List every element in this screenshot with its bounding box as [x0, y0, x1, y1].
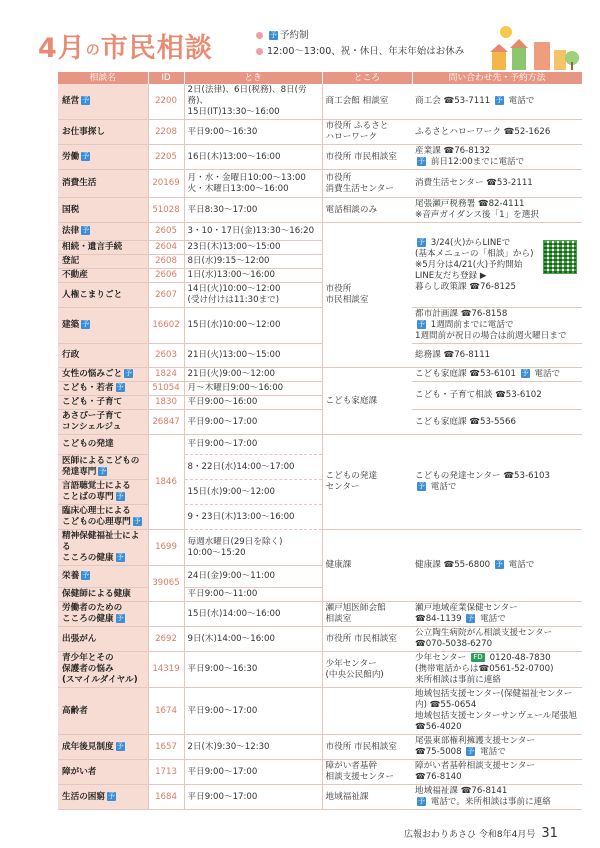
table-row — [58, 652, 582, 688]
reservation-badge-icon: 予 — [495, 560, 503, 568]
consultation-name: あさぴー子育て コンシェルジュ — [58, 410, 148, 435]
reservation-badge-icon: 予 — [418, 157, 425, 165]
cell-line: センター — [325, 482, 360, 492]
consultation-name: 建築 予 — [58, 308, 148, 344]
bullet-icon — [256, 32, 263, 39]
cell-line: 市民相談室 — [325, 295, 369, 305]
consultation-name: 医師によるこどもの 発達専門 予 — [58, 455, 148, 480]
bullet-icon — [256, 48, 263, 55]
consultation-time — [184, 283, 322, 308]
consultation-name: 成年後見制度 予 — [58, 735, 148, 760]
consultation-time — [184, 480, 322, 505]
cell-line: 産業課 ☎76-8132 — [415, 146, 491, 156]
consultation-place — [322, 735, 412, 760]
col-header-id: ID — [148, 72, 184, 84]
consultation-name: こども・子育て — [58, 396, 148, 410]
consultation-time — [184, 308, 322, 344]
consultation-name: こどもの発達 — [58, 435, 148, 455]
cell-line: 15日(水)9:00～12:00 — [187, 486, 275, 497]
consultation-id: 2205 — [148, 145, 184, 170]
reservation-badge-icon: 予 — [82, 320, 90, 328]
consultation-contact — [412, 382, 582, 410]
consultation-place — [322, 145, 412, 170]
cell-line: ふるさとハローワーク ☎52-1626 — [415, 126, 551, 137]
cell-line: 1日(水)13:00～16:00 — [187, 270, 275, 280]
consultation-place — [322, 368, 412, 435]
page-number: 31 — [541, 826, 558, 841]
table-row — [58, 223, 582, 241]
consultation-id: 2608 — [148, 255, 184, 269]
table-row — [58, 410, 582, 435]
reservation-badge-icon: 予 — [467, 747, 475, 755]
reservation-badge-icon: 予 — [418, 482, 425, 490]
cell-line: ☎84-1139 予 電話で — [415, 614, 506, 624]
consultation-time — [184, 344, 322, 368]
consultation-contact — [412, 530, 582, 602]
consultation-place — [322, 223, 412, 368]
cell-line: 尾張東部権利擁護支援センター — [415, 736, 535, 746]
page-header — [38, 22, 578, 72]
table-row — [58, 530, 582, 566]
cell-line: (携帯電話からは☎0561-52-0700) — [415, 664, 554, 674]
reservation-badge-icon: 予 — [99, 467, 107, 475]
cell-line: 少年センター FD 0120-48-7830 — [415, 653, 551, 663]
cell-line: 21日(火)13:00～15:00 — [187, 350, 281, 360]
town-illustration-icon — [484, 22, 580, 72]
cell-line: 15日(水)14:00～16:00 — [187, 608, 281, 619]
reservation-badge-icon: 予 — [116, 553, 124, 561]
consultation-name: 言語聴覚士による ことばの専門 予 — [58, 480, 148, 505]
reservation-badge-icon: 予 — [467, 614, 475, 622]
consultation-id: 1830 — [148, 396, 184, 410]
consultation-contact — [412, 760, 582, 785]
consultation-time — [184, 382, 322, 396]
consultation-table — [58, 72, 583, 810]
consultation-name: 栄養 予 — [58, 566, 148, 588]
consultation-time — [184, 505, 322, 530]
reservation-badge-icon: 予 — [521, 369, 529, 377]
consultation-time — [184, 602, 322, 627]
cell-line: 障がい者基幹 — [325, 761, 378, 771]
table-row — [58, 198, 582, 223]
consultation-time — [184, 530, 322, 566]
reservation-badge-icon: 予 — [82, 226, 90, 234]
table-row — [58, 120, 582, 145]
cell-line: 地域包括支援センターサンヴェール尾張旭 ☎56-4020 — [415, 711, 577, 732]
consultation-id: 1824 — [148, 368, 184, 382]
consultation-name: 法律 予 — [58, 223, 148, 241]
consultation-contact — [412, 223, 582, 308]
consultation-contact — [412, 688, 582, 735]
reservation-badge-icon: 予 — [116, 383, 124, 391]
consultation-name: 女性の悩みごと 予 — [58, 368, 148, 382]
consultation-id: 20169 — [148, 170, 184, 198]
consultation-time — [184, 652, 322, 688]
reservation-badge-icon: 予 — [82, 96, 90, 104]
table-row — [58, 688, 582, 735]
cell-line: 9日(木)14:00～16:00 — [187, 633, 275, 644]
consultation-id: 2607 — [148, 283, 184, 308]
cell-line: 市役所 ふるさと — [325, 121, 389, 131]
consultation-id: 1713 — [148, 760, 184, 785]
note-hours-text: 12:00～13:00、祝・休日、年末年始はお休み — [267, 46, 465, 57]
consultation-time — [184, 627, 322, 652]
cell-line: 予 電話で — [418, 482, 457, 492]
consultation-place — [322, 627, 412, 652]
cell-line: 商工会館 相談室 — [325, 96, 389, 106]
cell-line: こどもの発達センター ☎53-6103 — [415, 471, 550, 481]
consultation-name: 労働者のための こころの健康 予 — [58, 602, 148, 627]
consultation-id: 2603 — [148, 344, 184, 368]
consultation-time — [184, 269, 322, 283]
consultation-name: こども・若者 予 — [58, 382, 148, 396]
reservation-badge-icon: 予 — [418, 237, 425, 246]
cell-line: こども・子育て相談 ☎53-6102 — [415, 390, 542, 400]
consultation-place — [322, 435, 412, 530]
table-row — [58, 735, 582, 760]
cell-line: 15日(水)10:00～12:00 — [187, 320, 281, 330]
cell-line: 尾張瀬戸税務署 ☎82-4111 — [415, 199, 525, 209]
cell-line: 来所相談は事前に連絡 — [415, 675, 501, 685]
cell-line: 市役所 — [325, 172, 352, 183]
cell-line: 相談室 — [325, 614, 352, 624]
consultation-contact — [412, 627, 582, 652]
consultation-name: 高齢者 — [58, 688, 148, 735]
cell-line: 予 1週間前までに電話で — [418, 320, 514, 330]
consultation-name: 国税 — [58, 198, 148, 223]
cell-line: こども家庭課 ☎53-6101 予 電話で — [415, 369, 561, 379]
title-month: 4月 — [38, 33, 86, 64]
cell-line: 電話相談のみ — [325, 204, 378, 215]
consultation-id: 51054 — [148, 382, 184, 396]
cell-line: 2日(法律)、6日(税務)、8日(労務)、 — [187, 85, 307, 106]
cell-line: 障がい者基幹相談支援センター — [415, 761, 535, 771]
cell-line: 平日9:00～17:00 — [187, 705, 258, 716]
table-row — [58, 170, 582, 198]
cell-line: 健康課 ☎55-6800 予 電話で — [415, 560, 535, 570]
table-row — [58, 368, 582, 382]
cell-line: LINE友だち登録 ▶ — [415, 270, 487, 281]
consultation-place — [322, 602, 412, 627]
consultation-name: 出張がん — [58, 627, 148, 652]
cell-line: 1週間前が祝日の場合は前週火曜日まで — [415, 331, 567, 341]
cell-line: 暮らし政策課 ☎76-8125 — [415, 281, 516, 292]
note-reservation-text: 予約制 — [280, 30, 309, 41]
cell-line: 地域包括支援センター(保健福祉センター内) ☎55-0654 — [415, 689, 573, 710]
consultation-id: 1699 — [148, 530, 184, 566]
consultation-contact — [412, 84, 582, 120]
reservation-badge-icon: 予 — [116, 741, 124, 750]
cell-line: 9・23日(木)13:00～16:00 — [187, 511, 295, 522]
consultation-id: 2605 — [148, 223, 184, 241]
cell-line: 平日9:00～16:30 — [187, 664, 258, 674]
cell-line: 商工会 ☎53-7111 予 電話で — [415, 96, 535, 106]
cell-line: 平日9:00～17:00 — [187, 766, 258, 777]
cell-line: 公立陶生病院がん相談支援センター — [415, 628, 553, 638]
consultation-name: 行政 — [58, 344, 148, 368]
col-header-place: ところ — [322, 72, 412, 84]
consultation-name: 臨床心理士による こどもの心理専門 予 — [58, 505, 148, 530]
consultation-id: 51028 — [148, 198, 184, 223]
consultation-time — [184, 760, 322, 785]
cell-line: 24日(金)9:00～11:00 — [187, 571, 275, 581]
consultation-name: 不動産 — [58, 269, 148, 283]
consultation-time — [184, 588, 322, 602]
cell-line: 市役所 市民相談室 — [325, 741, 397, 752]
consultation-id: 39065 — [148, 566, 184, 602]
consultation-contact — [412, 652, 582, 688]
cell-line: 市役所 — [325, 284, 352, 294]
consultation-contact — [412, 435, 582, 530]
consultation-time — [184, 368, 322, 382]
header-notes — [256, 28, 464, 60]
cell-line: 地域福祉課 ☎76-8141 — [415, 786, 508, 796]
consultation-name: 障がい者 — [58, 760, 148, 785]
consultation-id — [148, 602, 184, 627]
consultation-place — [322, 84, 412, 120]
consultation-id: 2606 — [148, 269, 184, 283]
note-reservation — [256, 28, 464, 44]
cell-line: 2日(木)9:30～12:30 — [187, 741, 270, 752]
reservation-badge-icon: 予 — [116, 492, 124, 500]
consultation-contact — [412, 198, 582, 223]
consultation-place — [322, 120, 412, 145]
cell-line: 予 電話で。来所相談は事前に連絡 — [418, 797, 551, 807]
consultation-id: 1657 — [148, 735, 184, 760]
freedial-icon: FD — [471, 653, 485, 662]
cell-line: 都市計画課 ☎76-8158 — [415, 309, 508, 319]
consultation-time — [184, 198, 322, 223]
consultation-place — [322, 760, 412, 785]
consultation-name: 消費生活 — [58, 170, 148, 198]
cell-line: 消費生活センター — [325, 183, 394, 194]
consultation-id: 1846 — [148, 435, 184, 530]
title-no: の — [85, 42, 101, 59]
consultation-id: 26847 — [148, 410, 184, 435]
note-hours — [256, 44, 464, 60]
cell-line: ※音声ガイダンス後「1」を選択 — [415, 210, 539, 220]
reservation-badge-icon: 予 — [133, 517, 141, 525]
cell-line: 月～木曜日9:00～16:00 — [187, 383, 284, 393]
consultation-time — [184, 84, 322, 120]
reservation-badge-icon: 予 — [495, 96, 503, 104]
cell-line: 平日9:00～17:00 — [187, 416, 258, 427]
cell-line: 消費生活センター ☎53-2111 — [415, 178, 533, 188]
consultation-id: 1684 — [148, 785, 184, 810]
consultation-place — [322, 688, 412, 735]
consultation-contact — [412, 308, 582, 344]
cell-line: こども家庭課 — [325, 395, 378, 406]
reservation-badge-icon: 予 — [82, 151, 90, 160]
consultation-id: 1674 — [148, 688, 184, 735]
cell-line: 15日(IT)13:30～16:00 — [187, 107, 280, 117]
consultation-time — [184, 785, 322, 810]
cell-line: 3・10・17日(金)13:30～16:20 — [187, 226, 315, 236]
reservation-badge-icon: 予 — [270, 31, 277, 39]
table-row — [58, 785, 582, 810]
cell-line: 相談支援センター — [325, 772, 394, 782]
col-header-time: とき — [184, 72, 322, 84]
cell-line: 瀬戸地域産業保健センター — [415, 603, 518, 613]
cell-line: 16日(木)13:00～16:00 — [187, 151, 281, 162]
cell-line: 平日9:00～17:00 — [187, 791, 258, 802]
consultation-id: 14319 — [148, 652, 184, 688]
consultation-time — [184, 241, 322, 255]
cell-line: 平日9:00～11:00 — [187, 589, 258, 599]
consultation-contact — [412, 602, 582, 627]
table-row — [58, 84, 582, 120]
cell-line: (受け付けは11:30まで) — [187, 295, 280, 305]
consultation-contact — [412, 145, 582, 170]
consultation-id: 16602 — [148, 308, 184, 344]
consultation-name: 労働 予 — [58, 145, 148, 170]
consultation-contact — [412, 735, 582, 760]
cell-line: こども家庭課 ☎53-5566 — [415, 416, 516, 427]
cell-line: 市役所 市民相談室 — [325, 151, 397, 162]
cell-line: 少年センター — [325, 658, 377, 669]
consultation-name: 経営 予 — [58, 84, 148, 120]
cell-line: 8日(水)9:15～12:00 — [187, 256, 270, 266]
cell-line: 平日9:00～17:00 — [187, 439, 258, 449]
consultation-place — [322, 170, 412, 198]
cell-line: (基本メニューの「相談」から) — [415, 248, 534, 259]
cell-line: 予 前日12:00までに電話で — [418, 157, 525, 167]
consultation-time — [184, 455, 322, 480]
consultation-place — [322, 785, 412, 810]
consultation-place — [322, 652, 412, 688]
table-row — [58, 435, 582, 455]
reservation-badge-icon: 予 — [107, 791, 115, 800]
consultation-name: お仕事探し — [58, 120, 148, 145]
table-header-row — [58, 72, 582, 84]
consultation-id: 2208 — [148, 120, 184, 145]
table-row — [58, 344, 582, 368]
consultation-name: 生活の困窮 予 — [58, 785, 148, 810]
cell-line: ☎75-5008 予 電話で — [415, 747, 506, 757]
reservation-badge-icon: 予 — [418, 797, 425, 805]
consultation-place — [322, 198, 412, 223]
cell-line: 8・22日(水)14:00～17:00 — [187, 461, 295, 472]
reservation-badge-icon: 予 — [418, 320, 425, 328]
consultation-time — [184, 255, 322, 269]
cell-line: 10:00～15:20 — [187, 547, 246, 558]
cell-line: こどもの発達 — [325, 471, 378, 481]
table-row — [58, 627, 582, 652]
cell-line: 健康課 — [325, 560, 352, 570]
cell-line: 市役所 市民相談室 — [325, 633, 397, 644]
consultation-time — [184, 120, 322, 145]
consultation-name: 人権こまりごと — [58, 283, 148, 308]
reservation-badge-icon: 予 — [125, 369, 133, 377]
consultation-time — [184, 435, 322, 455]
col-header-contact: 問い合わせ先・予約方法 — [412, 72, 582, 84]
cell-line: ※5月分は4/21(火)予約開始 — [415, 259, 523, 270]
consultation-id: 2200 — [148, 84, 184, 120]
col-header-name: 相談名 — [58, 72, 148, 84]
cell-line: 14日(火)10:00～12:00 — [187, 284, 281, 294]
cell-line: 予 3/24(火)からLINEで — [418, 237, 511, 248]
cell-line: 地域福祉課 — [325, 791, 369, 802]
title-main: 市民相談 — [100, 33, 213, 64]
cell-line: ハローワーク — [325, 132, 378, 142]
consultation-contact — [412, 410, 582, 435]
cell-line: ☎76-8140 — [415, 772, 462, 782]
consultation-contact — [412, 120, 582, 145]
consultation-name: 登記 — [58, 255, 148, 269]
consultation-time — [184, 566, 322, 588]
cell-line: 21日(火)9:00～12:00 — [187, 369, 275, 379]
consultation-contact — [412, 170, 582, 198]
consultation-time — [184, 688, 322, 735]
consultation-name: 相続・遺言手続 — [58, 241, 148, 255]
cell-line: 23日(木)13:00～15:00 — [187, 242, 281, 252]
consultation-id: 2604 — [148, 241, 184, 255]
table-row — [58, 602, 582, 627]
table-row — [58, 382, 582, 396]
cell-line: 瀬戸旭医師会館 — [325, 603, 386, 613]
consultation-time — [184, 735, 322, 760]
consultation-time — [184, 145, 322, 170]
page-footer — [404, 826, 584, 841]
table-row — [58, 308, 582, 344]
consultation-name: 精神保健福祉士による こころの健康 予 — [58, 530, 148, 566]
consultation-contact — [412, 344, 582, 368]
reservation-badge-icon: 予 — [82, 571, 90, 579]
consultation-contact — [412, 368, 582, 382]
qr-code-icon[interactable] — [543, 240, 577, 274]
consultation-time — [184, 410, 322, 435]
reservation-badge-icon: 予 — [116, 614, 124, 622]
cell-line: 火・木曜日13:00～16:00 — [187, 183, 289, 194]
consultation-id: 2692 — [148, 627, 184, 652]
cell-line: (中央公民館内) — [325, 669, 384, 680]
table-row — [58, 145, 582, 170]
consultation-time — [184, 170, 322, 198]
consultation-name: 青少年とその 保護者の悩み (スマイルダイヤル) — [58, 652, 148, 688]
footer-text: 広報おわりあさひ 令和8年4月号 — [404, 830, 536, 840]
consultation-contact — [412, 785, 582, 810]
cell-line: 毎週水曜日(29日を除く) — [187, 536, 283, 547]
consultation-place — [322, 530, 412, 602]
cell-line: 平日9:00～16:30 — [187, 126, 258, 137]
cell-line: 月・水・金曜日10:00～13:00 — [187, 172, 306, 183]
page-title — [38, 26, 213, 65]
consultation-name: 保健師による健康 — [58, 588, 148, 602]
table-row — [58, 760, 582, 785]
cell-line: ☎070-5038-6270 — [415, 639, 493, 649]
cell-line: 平日8:30～17:00 — [187, 204, 258, 215]
cell-line: 平日9:00～16:00 — [187, 397, 258, 407]
consultation-time — [184, 223, 322, 241]
consultation-time — [184, 396, 322, 410]
cell-line: 総務課 ☎76-8111 — [415, 350, 491, 360]
